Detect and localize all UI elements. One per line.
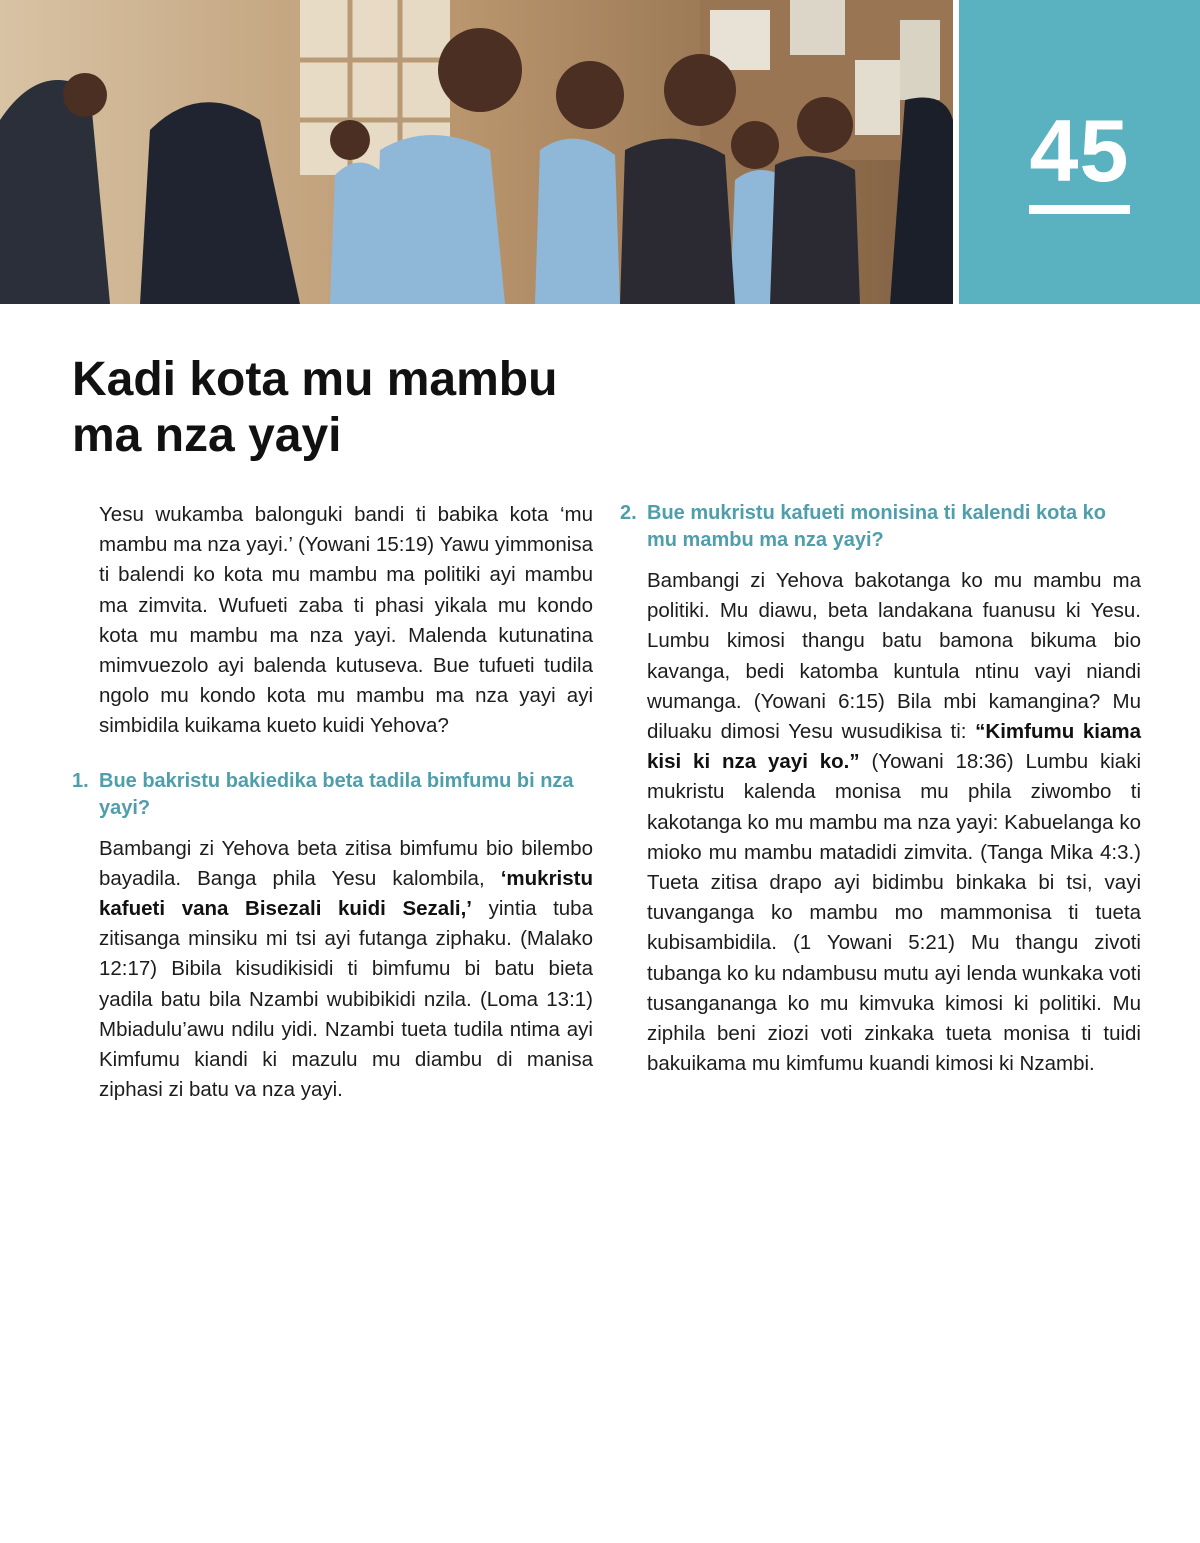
question-2-number: 2. xyxy=(620,502,637,524)
question-2-paragraph xyxy=(647,566,1141,1079)
left-column xyxy=(72,500,593,1105)
question-1-text-a: Bambangi zi Yehova beta zitisa bimfumu bio bilembo bayadila. Banga phila Yesu kalombila, xyxy=(99,836,593,890)
title-line-1: Kadi kota mu mambu xyxy=(72,353,558,406)
right-column xyxy=(620,500,1142,1079)
question-2-text-b: (Yowani 18:36) Lumbu kiaki mukristu kalenda monisa mu phila ziwombo ti kakotanga ko mu mambu ma nza yayi: Kabuelanga ko mioko mu mambu matadidi zimvita. (Tanga Mika 4:3.) Tueta zitisa drapo ayi bidimbu binkaka bi tsi, vayi tuvanganga ko mambu mo mammonisa ti tueta kubisambidila. (1 Yowani 5:21) Mu thangu zivoti tubanga ko ku ndambusu mutu ayi lenda wunkaka voti tusangananga ko mu kimvuka kimosi ki politiki. Mu ziphila beni ziozi voti zinkaka tueta monisa ti tuidi bakuikama mu kimfumu kuandi kimosi ki Nzambi. xyxy=(647,750,1142,1076)
hero-photo xyxy=(0,0,953,304)
lesson-number-box xyxy=(959,0,1200,304)
question-1-heading xyxy=(72,768,593,822)
intro-paragraph: Yesu wukamba balonguki bandi ti babika kota ‘mu mambu ma nza yayi.’ (Yowani 15:19) Yawu yimmonisa ti balendi ko kota mu mambu ma politiki ayi mambu ma zimvita. Wufueti zaba ti phasi yikala mu kondo kota mu mambu ma nza yayi. Malenda kutunatina mimvuezolo ayi balenda kutuseva. Bue tufueti tudila ngolo mu kondo kota mu mambu ma nza yayi ayi simbidila kuikama kueto kuidi Yehova? xyxy=(99,503,593,738)
lesson-number-underline xyxy=(1029,205,1130,214)
question-2-text-a: Bambangi zi Yehova bakotanga ko mu mambu ma politiki. Mu diawu, beta landakana fuanusu ki Yesu. Lumbu kimosi thangu batu bamona bikuma bio kavanga, bedi katomba kuntula ntinu vayi niandi wumanga. (Yowani 6:15) Bila mbi kamangina? Mu diluaku dimosi Yesu wusudikisa ti: xyxy=(647,569,1141,744)
question-1-number: 1. xyxy=(72,769,89,792)
title-line-2: ma nza yayi xyxy=(72,409,342,462)
question-1-text: Bue bakristu bakiedika beta tadila bimfumu bi nza yayi? xyxy=(99,769,574,819)
question-2-quote: “Kimfumu kiama kisi ki nza yayi ko.” xyxy=(647,720,1141,774)
lesson-number: 45 xyxy=(1029,101,1130,200)
question-1-paragraph xyxy=(99,834,593,1106)
classroom-illustration xyxy=(0,0,953,304)
question-1-text-b: yintia tuba zitisanga minsiku mi tsi ayi futanga ziphaku. (Malako 12:17) Bibila kisudikisidi ti bimfumu bi batu bieta yadila batu bila Nzambi wubibikidi nzila. (Loma 13:1) Mbiadulu’awu ndilu yidi. Nzambi tueta tudila ntima ayi Kimfumu kiandi ki mazulu mu diambu di manisa ziphasi zi batu va nza yayi. xyxy=(99,897,593,1102)
question-1-quote: ‘mukristu kafueti vana Bisezali kuidi Sezali,’ xyxy=(99,866,593,921)
page-title xyxy=(72,352,692,464)
question-2-heading xyxy=(620,500,1141,554)
question-2-text: Bue mukristu kafueti monisina ti kalendi kota ko mu mambu ma nza yayi? xyxy=(647,502,1106,551)
